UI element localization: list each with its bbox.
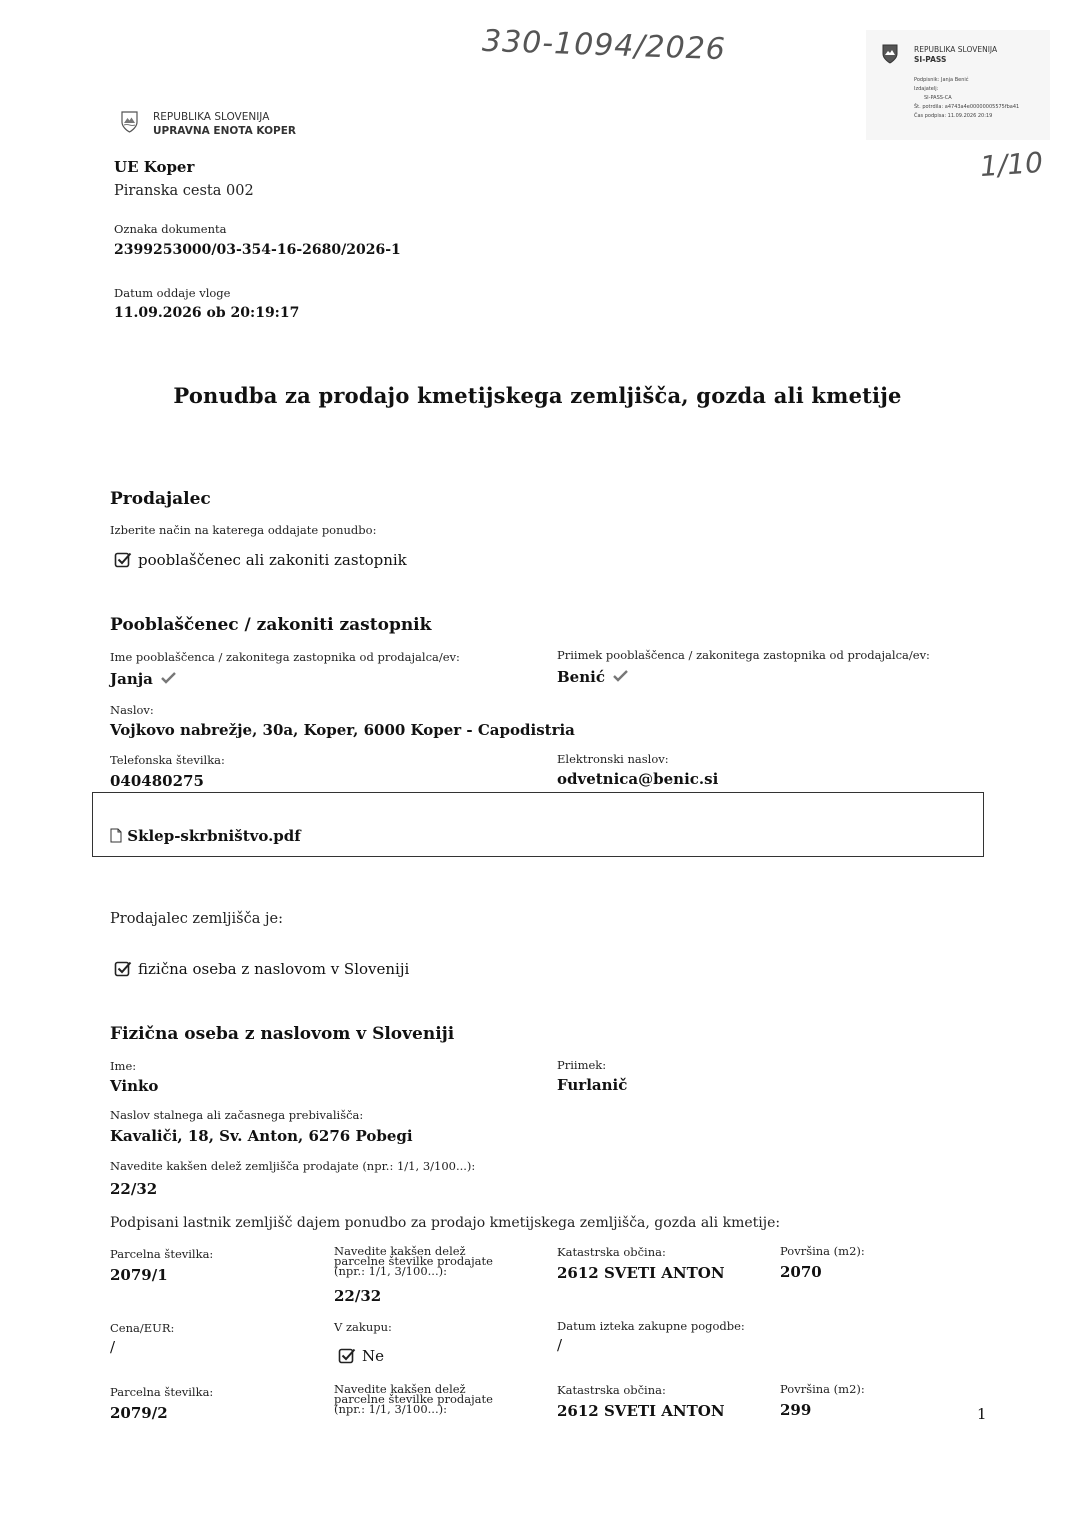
person-last-name: Furlanič xyxy=(557,1076,628,1094)
checkbox-checked-icon xyxy=(114,551,132,569)
verified-check-icon xyxy=(161,672,176,684)
parcel-number: 2079/1 xyxy=(110,1266,168,1284)
header-unit: UPRAVNA ENOTA KOPER xyxy=(153,125,296,137)
lease-value: Ne xyxy=(362,1347,385,1365)
price-value: / xyxy=(110,1338,116,1356)
handwritten-file-number: 330-1094/2026 xyxy=(481,23,727,68)
proxy-email: odvetnica@benic.si xyxy=(557,770,719,788)
area-label: Površina (m2): xyxy=(780,1382,865,1396)
offer-statement: Podpisani lastnik zemljišč dajem ponudbo za prodajo kmetijskega zemljišča, gozda ali kmetije: xyxy=(110,1215,781,1231)
seller-type-prompt: Prodajalec zemljišča je: xyxy=(110,911,283,927)
proxy-address-label: Naslov: xyxy=(110,703,154,717)
parcel-number-label: Parcelna številka: xyxy=(110,1385,214,1399)
parcel-share-label: Navedite kakšen delež parcelne številke prodajate (npr.: 1/1, 3/100...): xyxy=(334,1382,493,1416)
proxy-first-name-value: Janja xyxy=(110,670,153,688)
lease-end-value: / xyxy=(557,1336,563,1354)
person-first-name-label: Ime: xyxy=(110,1059,137,1073)
submit-date-label: Datum oddaje vloge xyxy=(114,286,231,300)
price-label: Cena/EUR: xyxy=(110,1321,175,1335)
attachment-link[interactable] xyxy=(110,827,301,845)
sipass-stamp xyxy=(866,30,1050,140)
sipass-line: Čas podpisa: 11.09.2026 20:19 xyxy=(914,113,993,119)
checkbox-checked-icon xyxy=(338,1347,356,1365)
person-last-name-label: Priimek: xyxy=(557,1058,607,1072)
seller-type-choice-label: fizična oseba z naslovom v Sloveniji xyxy=(138,960,410,978)
verified-check-icon xyxy=(613,670,628,682)
proxy-last-name-label: Priimek pooblaščenca / zakonitega zastopnika od prodajalca/ev: xyxy=(557,648,930,662)
lease-label: V zakupu: xyxy=(334,1320,392,1334)
office-name: UE Koper xyxy=(114,158,195,176)
cadastral-label: Katastrska občina: xyxy=(557,1383,666,1397)
proxy-phone: 040480275 xyxy=(110,772,204,790)
person-first-name: Vinko xyxy=(110,1077,159,1095)
sipass-republic: REPUBLIKA SLOVENIJA xyxy=(914,45,998,54)
proxy-first-name xyxy=(110,670,176,688)
proxy-last-name xyxy=(557,668,628,686)
proxy-first-name-label: Ime pooblaščenca / zakonitega zastopnika od prodajalca/ev: xyxy=(110,650,460,664)
sipass-line: Izdajatelj: xyxy=(914,86,939,92)
parcel-share-label: Navedite kakšen delež parcelne številke prodajate (npr.: 1/1, 3/100...): xyxy=(334,1244,493,1278)
area-value: 2070 xyxy=(780,1263,822,1281)
page-title: Ponudba za prodajo kmetijskega zemljišča, gozda ali kmetije xyxy=(173,383,902,408)
parcel-number: 2079/2 xyxy=(110,1404,168,1422)
attachment-box xyxy=(92,792,984,857)
submit-date-value: 11.09.2026 ob 20:19:17 xyxy=(114,305,300,321)
file-icon xyxy=(110,828,122,843)
person-share: 22/32 xyxy=(110,1180,158,1198)
coat-of-arms-icon xyxy=(882,44,898,64)
seller-prompt: Izberite način na katerega oddajate ponudbo: xyxy=(110,523,377,537)
cadastral-value: 2612 SVETI ANTON xyxy=(557,1264,725,1282)
area-label: Površina (m2): xyxy=(780,1244,865,1258)
sipass-line: SI-PASS-CA xyxy=(924,95,952,101)
person-heading: Fizična oseba z naslovom v Sloveniji xyxy=(110,1024,455,1044)
parcel-number-label: Parcelna številka: xyxy=(110,1247,214,1261)
proxy-address: Vojkovo nabrežje, 30a, Koper, 6000 Koper - Capodistria xyxy=(110,721,575,739)
proxy-email-label: Elektronski naslov: xyxy=(557,752,669,766)
cadastral-label: Katastrska občina: xyxy=(557,1245,666,1259)
parcel-share: 22/32 xyxy=(334,1287,382,1305)
doc-mark-label: Oznaka dokumenta xyxy=(114,222,227,236)
lease-choice xyxy=(338,1347,384,1365)
lease-end-label: Datum izteka zakupne pogodbe: xyxy=(557,1319,745,1333)
sipass-line: Št. potrdila: a4743a4e00000005575fba41 xyxy=(914,104,1020,110)
person-address: Kavaliči, 18, Sv. Anton, 6276 Pobegi xyxy=(110,1127,413,1145)
office-address: Piranska cesta 002 xyxy=(114,183,254,199)
cadastral-value: 2612 SVETI ANTON xyxy=(557,1402,725,1420)
handwritten-page-mark: 1/10 xyxy=(978,145,1044,184)
page-number: 1 xyxy=(977,1405,987,1423)
coat-of-arms-icon xyxy=(121,111,138,133)
seller-choice-label: pooblaščenec ali zakoniti zastopnik xyxy=(138,551,407,569)
checkbox-checked-icon xyxy=(114,960,132,978)
person-share-label: Navedite kakšen delež zemljišča prodajate (npr.: 1/1, 3/100...): xyxy=(110,1159,476,1173)
header-republic: REPUBLIKA SLOVENIJA xyxy=(153,111,270,123)
sipass-name: SI-PASS xyxy=(914,55,947,64)
proxy-heading: Pooblaščenec / zakoniti zastopnik xyxy=(110,615,432,635)
proxy-phone-label: Telefonska številka: xyxy=(110,753,225,767)
seller-choice xyxy=(114,551,407,569)
person-address-label: Naslov stalnega ali začasnega prebivališča: xyxy=(110,1108,364,1122)
sipass-line: Podpisnik: Janja Benić xyxy=(914,77,969,83)
doc-mark-value: 2399253000/03-354-16-2680/2026-1 xyxy=(114,242,401,258)
area-value: 299 xyxy=(780,1401,812,1419)
seller-type-choice xyxy=(114,960,409,978)
attachment-filename[interactable]: Sklep-skrbništvo.pdf xyxy=(127,827,301,845)
seller-heading: Prodajalec xyxy=(110,489,211,509)
proxy-last-name-value: Benić xyxy=(557,668,605,686)
